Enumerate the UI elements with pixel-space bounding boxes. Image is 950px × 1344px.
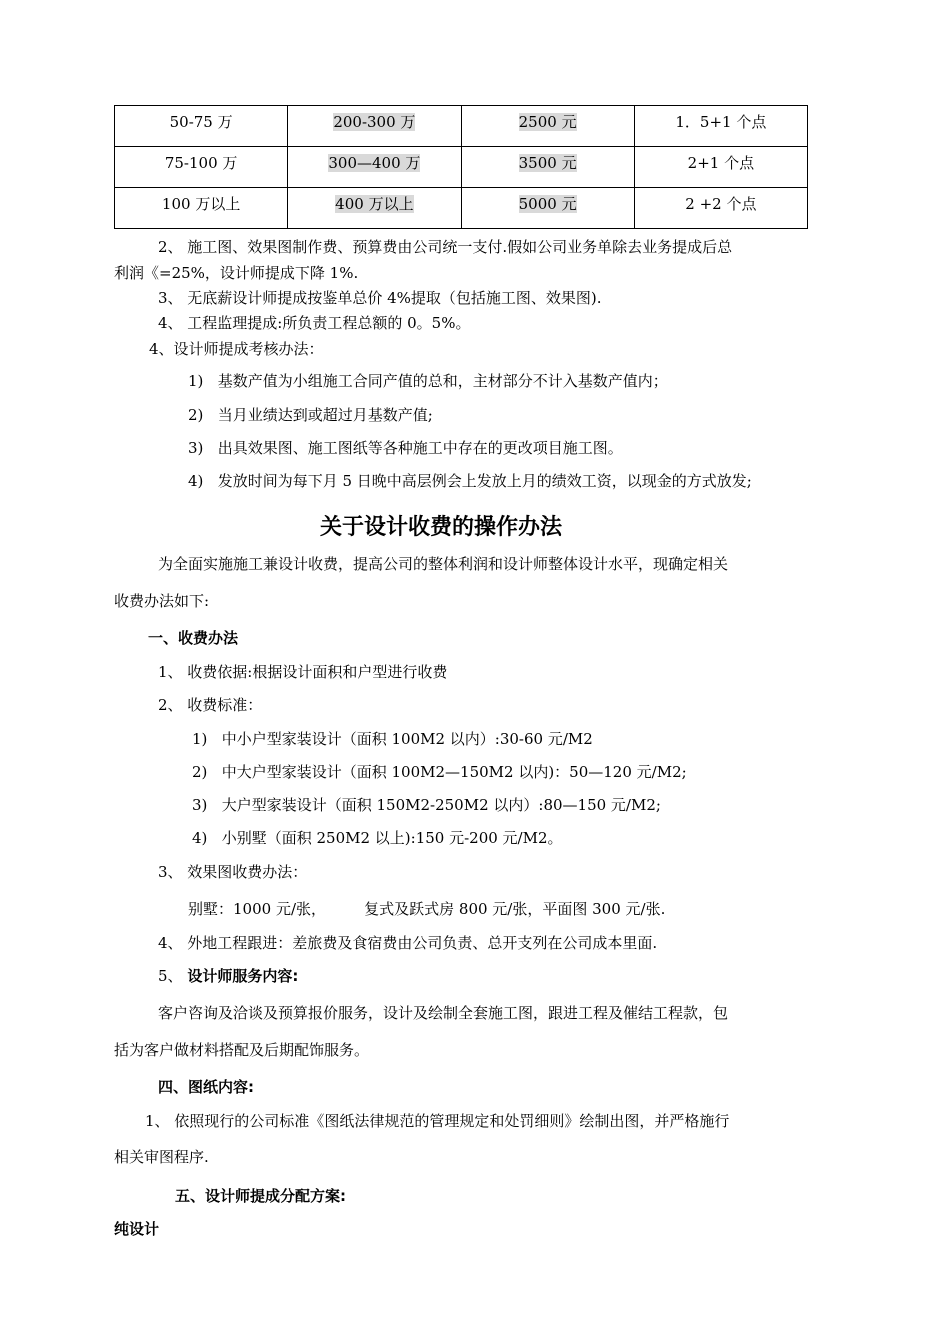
table-cell xyxy=(115,106,288,147)
service-line-2: 括为客户做材料搭配及后期配饰服务。 xyxy=(114,1041,370,1059)
section-heading-1: 一、收费办法 xyxy=(148,629,239,647)
cell-text: 400 万以上 xyxy=(335,195,414,213)
assess-item: 2) 当月业绩达到或超过月基数产值; xyxy=(188,406,433,424)
table-cell xyxy=(461,147,634,188)
table-cell xyxy=(634,147,807,188)
para-design-fee-1: 2、 施工图、效果图制作费、预算费由公司统一支付.假如公司业务单除去业务提成后总 xyxy=(158,238,733,256)
fee-basis: 1、 收费依据:根据设计面积和户型进行收费 xyxy=(158,663,448,681)
standard-item: 4) 小别墅（面积 250M2 以上):150 元-200 元/M2。 xyxy=(192,829,563,847)
para-design-fee-2: 利润《=25%，设计师提成下降 1%. xyxy=(114,264,359,282)
table-cell xyxy=(461,188,634,229)
table-cell xyxy=(634,106,807,147)
table-cell xyxy=(288,106,461,147)
assess-item: 1) 基数产值为小组施工合同产值的总和，主材部分不计入基数产值内； xyxy=(188,372,668,390)
intro-line-2: 收费办法如下: xyxy=(114,592,210,610)
assess-item: 3) 出具效果图、施工图纸等各种施工中存在的更改项目施工图。 xyxy=(188,439,623,457)
cell-text: 100 万以上 xyxy=(161,195,241,213)
fee-table xyxy=(114,105,808,229)
section-heading-5: 五、设计师提成分配方案: xyxy=(175,1187,346,1205)
cell-text: 5000 元 xyxy=(518,195,577,213)
table-cell xyxy=(288,188,461,229)
service-line-1: 客户咨询及洽谈及预算报价服务，设计及绘制全套施工图，跟进工程及催结工程款，包 xyxy=(158,1004,729,1022)
table-row xyxy=(115,147,808,188)
cell-text: 3500 元 xyxy=(518,154,577,172)
para-no-salary: 3、 无底薪设计师提成按鉴单总价 4%提取（包括施工图、效果图). xyxy=(158,289,602,307)
cell-text: 50-75 万 xyxy=(169,113,233,131)
table-row xyxy=(115,106,808,147)
table-row xyxy=(115,188,808,229)
para-supervision: 4、 工程监理提成:所负责工程总额的 0。5%。 xyxy=(158,314,471,332)
render-fee-detail: 别墅：1000 元/张， 复式及跃式房 800 元/张，平面图 300 元/张. xyxy=(188,900,666,918)
table-cell xyxy=(461,106,634,147)
table-cell xyxy=(634,188,807,229)
remote-project: 4、 外地工程跟进：差旅费及食宿费由公司负责、总开支列在公司成本里面. xyxy=(158,934,658,952)
cell-text: 2 +2 个点 xyxy=(685,195,757,213)
render-fee-heading: 3、 效果图收费办法： xyxy=(158,863,308,881)
pure-design-label: 纯设计 xyxy=(114,1220,160,1238)
cell-text: 2500 元 xyxy=(518,113,577,131)
intro-line-1: 为全面实施施工兼设计收费，提高公司的整体利润和设计师整体设计水平，现确定相关 xyxy=(158,555,729,573)
drawing-line-1: 1、 依照现行的公司标准《图纸法律规范的管理规定和处罚细则》绘制出图，并严格施行 xyxy=(145,1112,730,1130)
table-cell xyxy=(115,147,288,188)
doc-title: 关于设计收费的操作办法 xyxy=(320,515,563,540)
drawing-line-2: 相关审图程序. xyxy=(114,1148,209,1166)
standard-item: 2) 中大户型家装设计（面积 100M2—150M2 以内)：50—120 元/M2; xyxy=(192,763,687,781)
table-cell xyxy=(288,147,461,188)
table-cell xyxy=(115,188,288,229)
fee-standard: 2、 收费标准： xyxy=(158,696,263,714)
section-heading-4: 四、图纸内容: xyxy=(158,1078,254,1096)
standard-item: 3) 大户型家装设计（面积 150M2-250M2 以内）:80—150 元/M2; xyxy=(192,796,661,814)
cell-text: 200-300 万 xyxy=(333,113,416,131)
assess-item: 4) 发放时间为每下月 5 日晚中高层例会上发放上月的绩效工资，以现金的方式放发; xyxy=(188,472,752,490)
standard-item: 1) 中小户型家装设计（面积 100M2 以内）:30-60 元/M2 xyxy=(192,730,593,748)
cell-text: 2+1 个点 xyxy=(687,154,755,172)
para-assessment: 4、设计师提成考核办法： xyxy=(149,340,324,358)
cell-text: 300—400 万 xyxy=(328,154,421,172)
cell-text: 75-100 万 xyxy=(164,154,238,172)
service-heading: 5、 设计师服务内容: xyxy=(158,967,299,985)
cell-text: 1．5+1 个点 xyxy=(675,113,767,131)
